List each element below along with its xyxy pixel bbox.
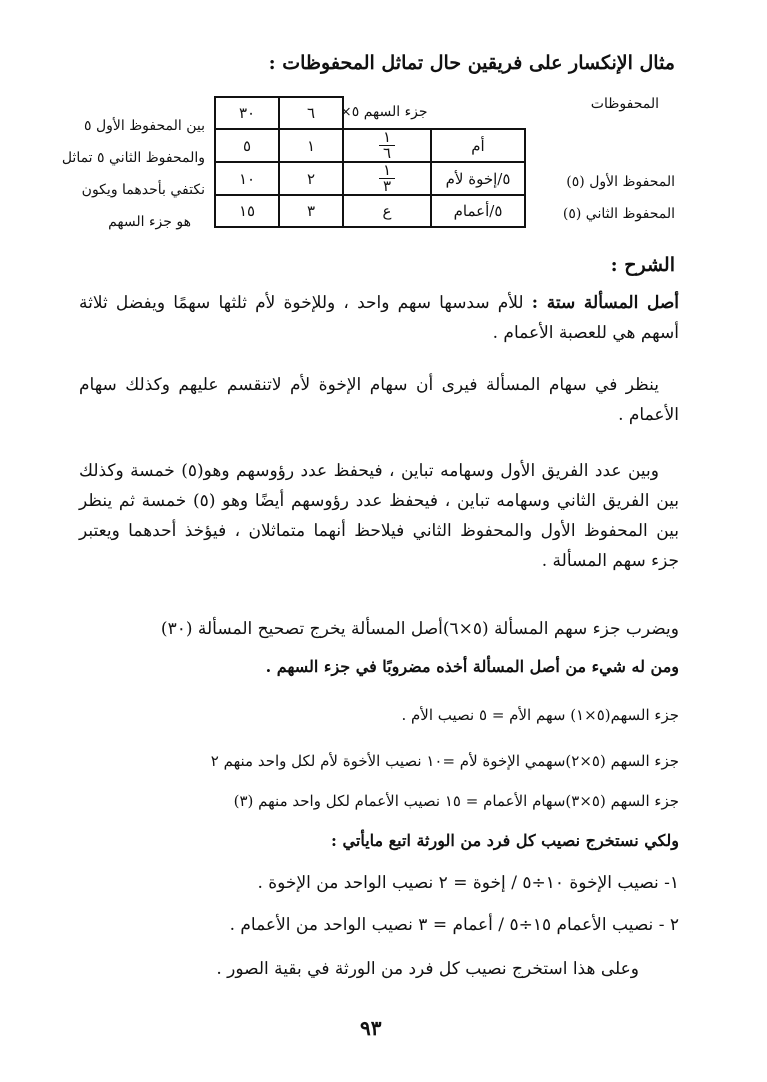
paragraph-tabayun: وبين عدد الفريق الأول وسهامه تباين ، فيحفظ عدد رؤوسهم وهو(٥) خمسة وكذلك بين الفريق الثاني وسهامه تباين ، فيحفظ عدد رؤوسهم أيضًا وهو (٥) خمسة ثم ينظر بين المحفوظ الأول والمحفوظ الثاني فيلاحظ أنهما متماثلان ، فيؤخذ أحدهما ويعتبر جزء سهم المسألة . (79, 461, 679, 571)
table-cell-fraction (343, 162, 431, 195)
paragraph-sihaam: ينظر في سهام المسألة فيرى أن سهام الإخوة لأم لاتنقسم عليهم وكذلك سهام الأعمام . (79, 375, 679, 425)
paragraph-lead: أصل المسألة ستة : (531, 293, 680, 313)
side-note-line: نكتفي بأحدهما ويكون (81, 182, 205, 198)
label-second-preserved: المحفوظ الثاني (٥) (562, 206, 675, 222)
table-cell: ع (343, 195, 431, 227)
calculation-table (214, 96, 526, 228)
table-cell: ١ (279, 129, 343, 162)
table-cell: ٢ (279, 162, 343, 195)
table-cell: ٥ (215, 129, 279, 162)
paragraph-tashih: ويضرب جزء سهم المسألة (٥×٦)أصل المسألة يخرج تصحيح المسألة (٣٠) (160, 619, 679, 639)
table-cell: ٦ (279, 97, 343, 129)
table-cell-heir: ٥/أعمام (431, 195, 525, 227)
page-number: ٩٣ (360, 1016, 382, 1040)
label-first-preserved: المحفوظ الأول (٥) (566, 174, 675, 190)
table-cell-fraction (343, 129, 431, 162)
step-brothers: ١- نصيب الإخوة ١٠÷٥ / إخوة = ٢ نصيب الواحد من الإخوة . (257, 873, 679, 893)
fraction-denominator: ٦ (382, 144, 392, 162)
table-cell (343, 97, 431, 129)
fraction-numerator: ١ (379, 163, 395, 179)
table-cell-heir: أم (431, 129, 525, 162)
table-cell: ٣ (279, 195, 343, 227)
table-cell: ٣٠ (215, 97, 279, 129)
paragraph-text: للأم سدسها سهم واحد ، وللإخوة لأم ثلثها سهمًا ويفضل ثلاثة أسهم هي للعصبة الأعمام . (79, 293, 679, 343)
line-mother-share: جزء السهم(٥×١) سهم الأم = ٥ نصيب الأم . (401, 706, 679, 724)
paragraph-asl (79, 288, 679, 348)
table-header-juz-alsahm: جزء السهم ٥× (340, 104, 428, 120)
table-cell: ١٥ (215, 195, 279, 227)
paragraph-rule: ومن له شيء من أصل المسألة أخذه مضروبًا في جزء السهم . (265, 657, 679, 676)
paragraph-instructions: ولكي نستخرج نصيب كل فرد من الورثة اتبع مايأتي : (331, 831, 679, 850)
paragraph-conclusion: وعلى هذا استخرج نصيب كل فرد من الورثة في بقية الصور . (216, 959, 639, 979)
fraction-numerator: ١ (379, 130, 395, 146)
table-row (215, 129, 525, 162)
example-title: مثال الإنكسار على فريقين حال تماثل المحفوظات : (268, 52, 675, 74)
side-note-line: هو جزء السهم (108, 214, 191, 230)
side-note-line: بين المحفوظ الأول ٥ (83, 118, 205, 134)
sharh-heading: الشرح : (610, 254, 675, 276)
table-cell: ١٠ (215, 162, 279, 195)
step-uncles: ٢ - نصيب الأعمام ١٥÷٥ / أعمام = ٣ نصيب الواحد من الأعمام . (229, 915, 679, 935)
fraction-denominator: ٣ (382, 177, 392, 195)
table-cell-heir: ٥/إخوة لأم (431, 162, 525, 195)
label-mahfuzat: المحفوظات (590, 96, 659, 112)
table-row (215, 97, 525, 129)
line-brothers-share: جزء السهم (٥×٢)سهمي الإخوة لأم =١٠ نصيب الأخوة لأم لكل واحد منهم ٢ (210, 752, 679, 770)
table-cell (431, 97, 525, 129)
side-note-line: والمحفوظ الثاني ٥ تماثل (61, 150, 205, 166)
table-row (215, 195, 525, 227)
line-uncles-share: جزء السهم (٥×٣)سهام الأعمام = ١٥ نصيب الأعمام لكل واحد منهم (٣) (233, 792, 679, 810)
table-row (215, 162, 525, 195)
